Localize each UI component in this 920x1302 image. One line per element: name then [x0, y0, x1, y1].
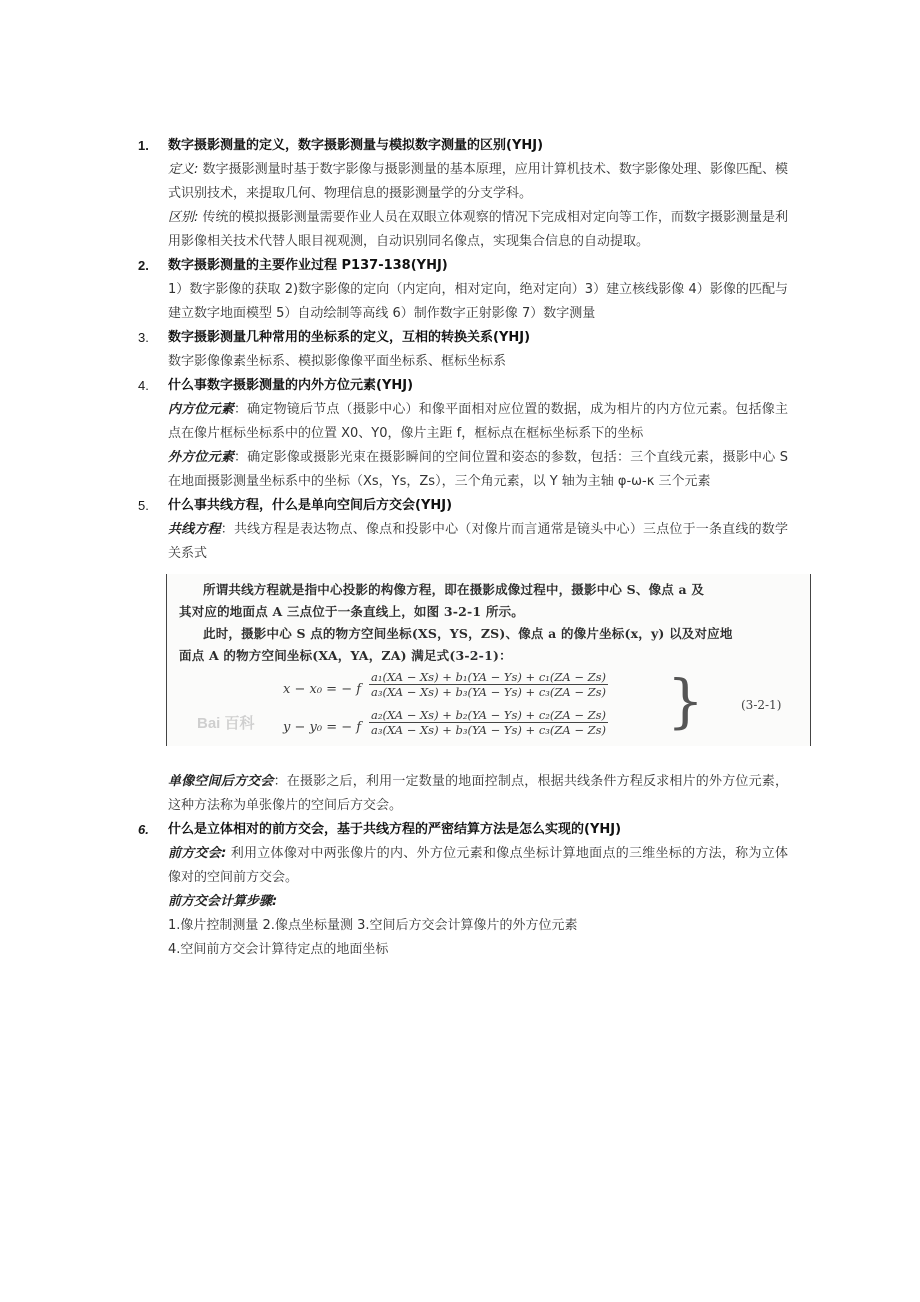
- equation-denominator: a₃(XA − Xs) + b₃(YA − Ys) + c₃(ZA − Zs): [371, 685, 606, 699]
- section-6: [138, 818, 788, 962]
- steps-line: 1.像片控制测量 2.像点坐标量测 3.空间后方交会计算像片的外方位元素: [168, 918, 578, 933]
- intersection-label: 前方交会:: [168, 846, 227, 861]
- section-2: [138, 254, 788, 326]
- equation-denominator: a₃(XA − Xs) + b₃(YA − Ys) + c₃(ZA − Zs): [371, 723, 606, 737]
- steps-line: 4.空间前方交会计算待定点的地面坐标: [168, 942, 389, 957]
- definition-label: 定义:: [168, 162, 199, 177]
- section-number: 1.: [138, 138, 149, 153]
- collinearity-text: ：共线方程是表达物点、像点和投影中心（对像片而言通常是镜头中心）三点位于一条直线的数学关系式: [168, 522, 788, 561]
- figure-text-line: 其对应的地面点 A 三点位于一条直线上，如图 3-2-1 所示。: [179, 604, 524, 619]
- section-body: [168, 134, 788, 254]
- section-number: 2.: [138, 258, 149, 273]
- section-body: [168, 254, 788, 326]
- definition-paragraph: [168, 158, 788, 206]
- section-3: [138, 326, 788, 374]
- process-paragraph: 1）数字影像的获取 2)数字影像的定向（内定向，相对定向，绝对定向）3）建立核线影像 4）影像的匹配与建立数字地面模型 5）自动绘制等高线 6）制作数字正射影像 7）数字测量: [168, 282, 788, 321]
- section-number: 3.: [138, 330, 149, 345]
- intersection-text: 利用立体像对中两张像片的内、外方位元素和像点坐标计算地面点的三维坐标的方法，称为立体像对的空间前方交会。: [168, 846, 789, 885]
- difference-paragraph: [168, 206, 788, 254]
- resection-paragraph: [168, 770, 788, 818]
- inner-orientation-text: ：确定物镜后节点（摄影中心）和像平面相对应位置的数据，成为相片的内方位元素。包括像主点在像片框标坐标系中的位置 X0、Y0，像片主距 f，框标点在框标坐标系下的坐标: [168, 402, 788, 441]
- section-title: 什么事共线方程，什么是单向空间后方交会(YHJ): [168, 498, 453, 513]
- equation-numerator: a₂(XA − Xs) + b₂(YA − Ys) + c₂(ZA − Zs): [371, 708, 606, 722]
- equation-numerator: a₁(XA − Xs) + b₁(YA − Ys) + c₁(ZA − Zs): [371, 670, 606, 684]
- difference-text: 传统的模拟摄影测量需要作业人员在双眼立体观察的情况下完成相对定向等工作，而数字摄影测量是利用影像相关技术代替人眼目视观测，自动识别同名像点，实现集合信息的自动提取。: [168, 210, 788, 249]
- outer-orientation-paragraph: [168, 446, 788, 494]
- steps-label: 前方交会计算步骤:: [168, 894, 278, 909]
- section-body: [168, 494, 788, 818]
- figure-text-line: 此时，摄影中心 S 点的物方空间坐标(XS，YS，ZS)、像点 a 的像片坐标(x，y) 以及对应地: [203, 626, 733, 641]
- section-title: 什么事数字摄影测量的内外方位元素(YHJ): [168, 378, 414, 393]
- outer-orientation-label: 外方位元素: [168, 450, 235, 465]
- section-1: [138, 134, 788, 254]
- figure-text-line: 所谓共线方程就是指中心投影的构像方程，即在摄影成像过程中，摄影中心 S、像点 a 及: [203, 582, 705, 597]
- outer-orientation-text: ：确定影像或摄影光束在摄影瞬间的空间位置和姿态的参数，包括：三个直线元素，摄影中心 S 在地面摄影测量坐标系中的坐标（Xs，Ys，Zs），三个角元素，以 Y 轴为主轴 φ-ω-κ 三个元素: [168, 450, 788, 489]
- definition-text: 数字摄影测量时基于数字影像与摄影测量的基本原理，应用计算机技术、数字影像处理、影像匹配、模式识别技术，来提取几何、物理信息的摄影测量学的分支学科。: [168, 162, 788, 201]
- coordinate-systems-paragraph: 数字影像像素坐标系、模拟影像像平面坐标系、框标坐标系: [168, 354, 507, 369]
- collinearity-equation-figure: [166, 574, 811, 746]
- document-content: [138, 134, 788, 962]
- section-title: 数字摄影测量的定义，数字摄影测量与模拟数字测量的区别(YHJ): [168, 138, 544, 153]
- figure-text-line: 面点 A 的物方空间坐标(XA，YA，ZA) 满足式(3-2-1)：: [179, 648, 512, 663]
- inner-orientation-label: 内方位元素: [168, 402, 234, 417]
- section-title: 数字摄影测量几种常用的坐标系的定义，互相的转换关系(YHJ): [168, 330, 531, 345]
- section-body: [168, 374, 788, 494]
- collinearity-label: 共线方程: [168, 522, 221, 537]
- equation-fraction: [369, 670, 608, 699]
- collinearity-paragraph: [168, 518, 788, 566]
- resection-text: ：在摄影之后，利用一定数量的地面控制点，根据共线条件方程反求相片的外方位元素，这种方法称为单张像片的空间后方交会。: [168, 774, 788, 813]
- section-number: 6.: [138, 822, 149, 837]
- difference-label: 区别:: [168, 210, 199, 225]
- equation-number: (3-2-1): [741, 698, 782, 712]
- section-title: 数字摄影测量的主要作业过程 P137-138(YHJ): [168, 258, 448, 273]
- equation-lhs: x − x₀ = − f: [283, 682, 362, 697]
- baike-watermark: Bai 百科: [197, 715, 255, 732]
- section-body: [168, 818, 788, 962]
- section-number: 4.: [138, 378, 149, 393]
- inner-orientation-paragraph: [168, 398, 788, 446]
- intersection-paragraph: [168, 842, 788, 890]
- section-body: [168, 326, 788, 374]
- section-5: [138, 494, 788, 818]
- section-4: [138, 374, 788, 494]
- steps-heading: [168, 890, 788, 914]
- equation-brace: }: [667, 667, 704, 735]
- equation-lhs: y − y₀ = − f: [283, 720, 362, 735]
- resection-label: 单像空间后方交会: [168, 774, 274, 789]
- section-title: 什么是立体相对的前方交会，基于共线方程的严密结算方法是怎么实现的(YHJ): [168, 822, 622, 837]
- section-number: 5.: [138, 498, 149, 513]
- equation-fraction: [369, 708, 608, 737]
